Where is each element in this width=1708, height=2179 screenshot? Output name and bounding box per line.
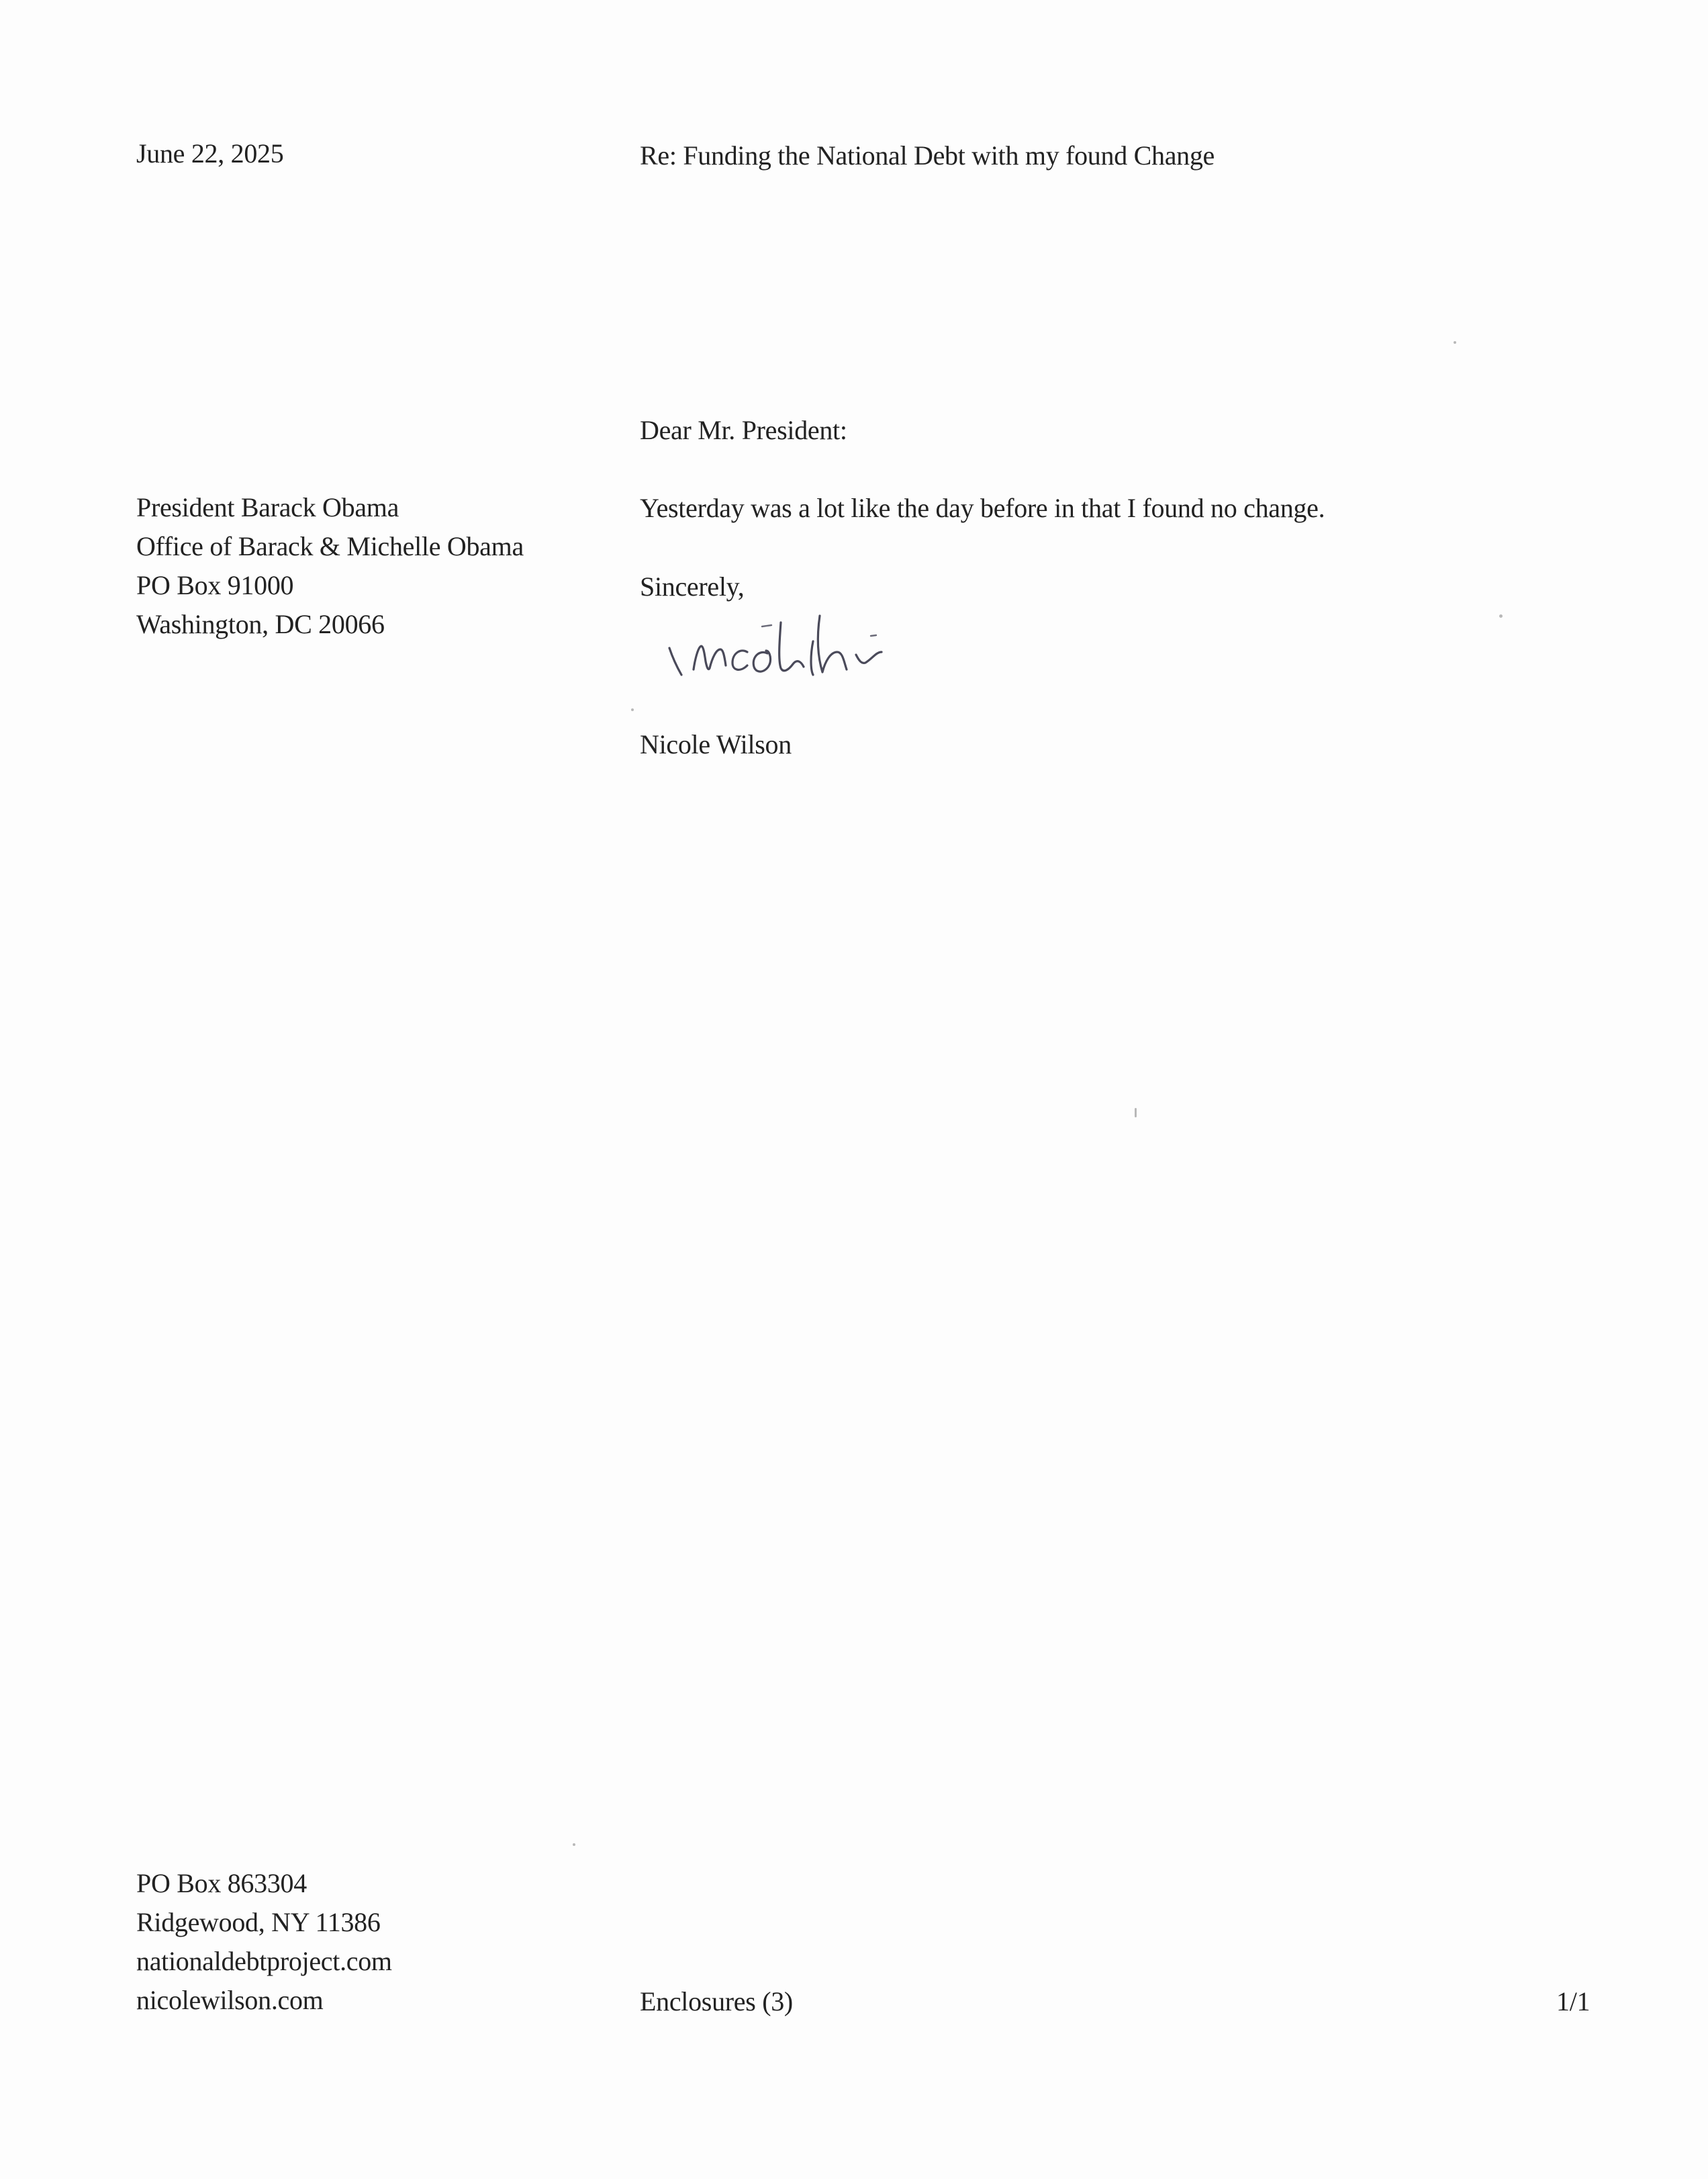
sender-address	[136, 1864, 392, 2020]
sender-website-link: nationaldebtproject.com	[136, 1946, 392, 1976]
enclosures-note: Enclosures (3)	[640, 1986, 793, 2016]
scan-speck	[573, 1843, 575, 1846]
sender-address-line: Ridgewood, NY 11386	[136, 1907, 381, 1937]
salutation: Dear Mr. President:	[640, 415, 847, 445]
recipient-line: Office of Barack & Michelle Obama	[136, 531, 524, 561]
recipient-line: PO Box 91000	[136, 570, 294, 600]
scan-speck	[631, 708, 634, 711]
sender-name: Nicole Wilson	[640, 729, 792, 759]
page-number: 1/1	[1556, 1986, 1591, 2016]
scan-speck	[1499, 614, 1503, 618]
recipient-address	[136, 488, 524, 644]
letter-body: Yesterday was a lot like the day before in that I found no change.	[640, 493, 1325, 523]
scan-speck	[1135, 1108, 1137, 1117]
scan-speck	[1454, 341, 1456, 344]
letter-subject: Re: Funding the National Debt with my found Change	[640, 140, 1215, 171]
recipient-line: Washington, DC 20066	[136, 609, 385, 639]
letter-date: June 22, 2025	[136, 138, 284, 169]
sender-website-link: nicolewilson.com	[136, 1985, 324, 2015]
recipient-line: President Barack Obama	[136, 492, 399, 522]
handwritten-signature	[661, 608, 960, 702]
sender-address-line: PO Box 863304	[136, 1868, 307, 1898]
closing: Sincerely,	[640, 571, 745, 602]
